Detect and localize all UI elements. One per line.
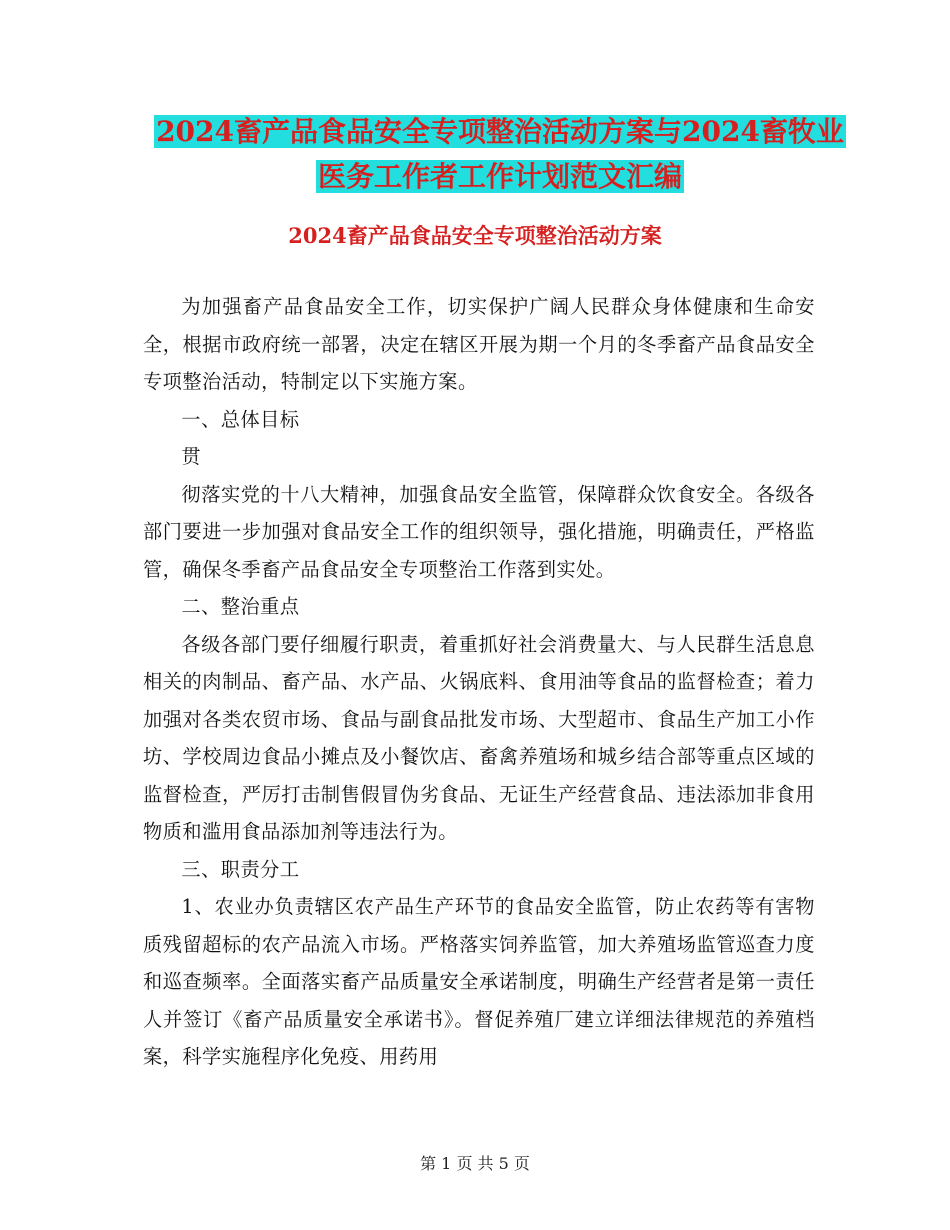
- paragraph-fragment: 贯: [181, 445, 202, 468]
- paragraph-duty-1: 1、农业办负责辖区农产品生产环节的食品安全监管，防止农药等有害物质残留超标的农产品流入市场。严格落实饲养监管，加大养殖场监管巡查力度和巡查频率。全面落实畜产品质量安全承诺制度，明确生产经营者是第一责任人并签订《畜产品质量安全承诺书》。督促养殖厂建立详细法律规范的养殖档案，科学实施程序化免疫、用药用: [143, 895, 815, 1068]
- paragraph-focus: 各级各部门要仔细履行职责，着重抓好社会消费量大、与人民群生活息息相关的肉制品、畜产品、水产品、火锅底料、食用油等食品的监督检查；着力加强对各类农贸市场、食品与副食品批发市场、大型超市、食品生产加工小作坊、学校周边食品小摊点及小餐饮店、畜禽养殖场和城乡结合部等重点区域的监督检查，严厉打击制售假冒伪劣食品、无证生产经营食品、违法添加非食用物质和滥用食品添加剂等违法行为。: [143, 632, 815, 843]
- document-title-line-2: [120, 157, 880, 197]
- section-title: 2024畜产品食品安全专项整治活动方案: [288, 223, 662, 248]
- heading-rectification-focus: 二、整治重点: [181, 595, 300, 618]
- title-highlight: 2024畜产品食品安全专项整治活动方案与2024畜牧业: [156, 115, 844, 148]
- paragraph-goal: 彻落实党的十八大精神，加强食品安全监管，保障群众饮食安全。各级各部门要进一步加强对食品安全工作的组织领导，强化措施，明确责任，严格监管，确保冬季畜产品食品安全专项整治工作落到实处。: [143, 482, 815, 581]
- document-title-line-1: [120, 112, 880, 152]
- document-body: [143, 288, 815, 1076]
- page-footer: 第 1 页 共 5 页: [420, 1154, 530, 1173]
- paragraph-intro: 为加强畜产品食品安全工作，切实保护广阔人民群众身体健康和生命安全，根据市政府统一部署，决定在辖区开展为期一个月的冬季畜产品食品安全专项整治活动，特制定以下实施方案。: [143, 295, 815, 393]
- heading-division-of-duties: 三、职责分工: [181, 857, 300, 881]
- title-highlight: 医务工作者工作计划范文汇编: [317, 160, 682, 193]
- heading-overall-goal: 一、总体目标: [181, 407, 300, 431]
